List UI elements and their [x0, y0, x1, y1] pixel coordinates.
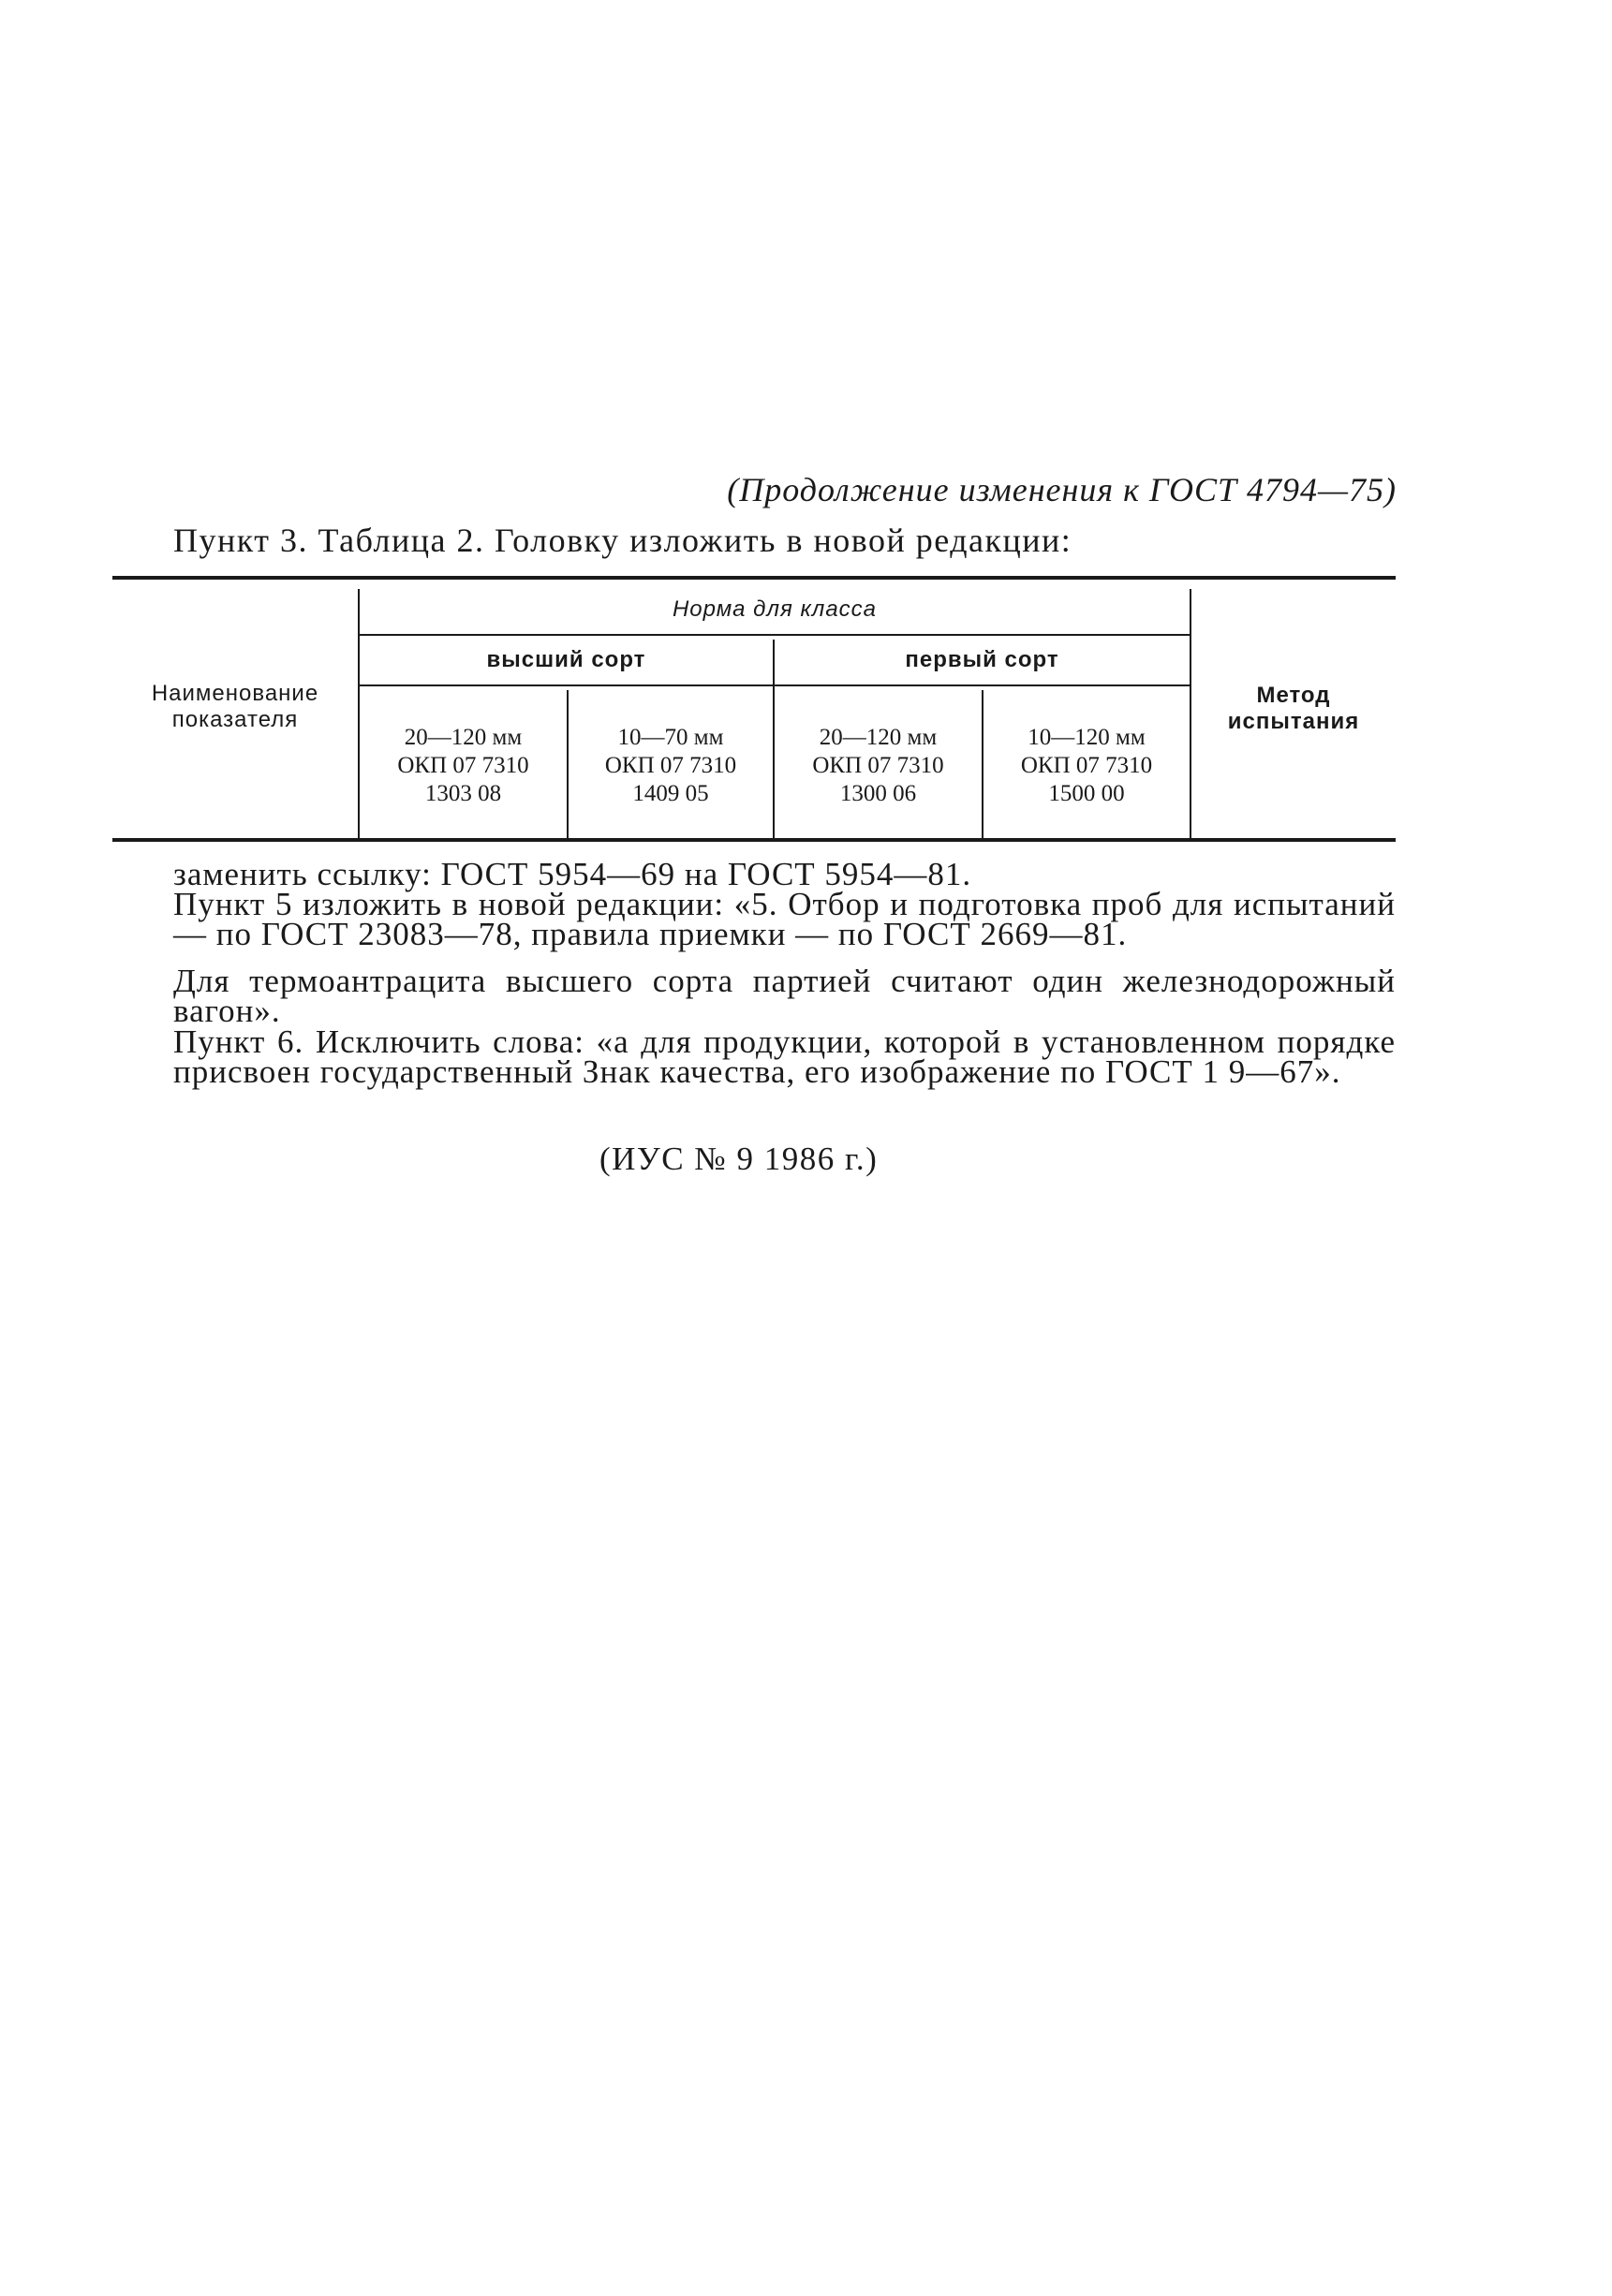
table-bottom-rule	[112, 838, 1396, 842]
sub-column-4-okp: ОКП 07 7310	[1020, 753, 1153, 778]
sub-column-4-size: 10—120 мм	[1028, 725, 1146, 750]
source-note: (ИУС № 9 1986 г.)	[599, 1141, 879, 1177]
table-hline-norm	[360, 634, 1190, 636]
table-top-rule	[112, 576, 1396, 580]
method-header: Метод испытания	[1227, 683, 1360, 734]
grade-high-header: высший сорт	[486, 647, 646, 672]
sub-column-4-code: 1500 00	[1048, 781, 1125, 806]
sub-column-2-size: 10—70 мм	[617, 725, 724, 750]
sub-column-2	[569, 724, 773, 808]
sub-column-2-code: 1409 05	[632, 781, 709, 806]
sub-column-1-okp: ОКП 07 7310	[397, 753, 529, 778]
sub-column-3	[775, 724, 982, 808]
paragraph-reference: заменить ссылку: ГОСТ 5954—69 на ГОСТ 5954—81.	[173, 856, 972, 892]
sub-column-1-size: 20—120 мм	[404, 725, 523, 750]
sub-column-3-size: 20—120 мм	[819, 725, 938, 750]
body-text-3	[173, 963, 1396, 1029]
sub-column-2-okp: ОКП 07 7310	[604, 753, 737, 778]
sub-column-1	[360, 724, 567, 808]
body-text-2	[173, 886, 1396, 952]
sub-column-1-code: 1303 08	[424, 781, 502, 806]
sub-column-3-okp: ОКП 07 7310	[812, 753, 944, 778]
paragraph-termoantracit: Для термоантрацита высшего сорта партией считают один железнодорожный вагон».	[173, 963, 1396, 1029]
sub-column-3-code: 1300 06	[839, 781, 917, 806]
intro-line: Пункт 3. Таблица 2. Головку изложить в новой редакции:	[173, 522, 1072, 559]
norm-header: Норма для класса	[672, 596, 878, 622]
paragraph-punkt-5: Пункт 5 изложить в новой редакции: «5. Отбор и подготовка проб для испытаний — по ГОСТ 23083—78, правила приемки — по ГОСТ 2669—81.	[173, 886, 1396, 952]
table-header	[112, 576, 1396, 846]
paragraph-punkt-6: Пункт 6. Исключить слова: «а для продукции, которой в установленном порядке присвоен государственный Знак качества, его изображение по ГОСТ 1 9—67».	[173, 1023, 1396, 1090]
continuation-note: (Продолжение изменения к ГОСТ 4794—75)	[727, 471, 1397, 508]
column-name-header: Наименование показателя	[151, 681, 319, 732]
sub-column-4	[983, 724, 1190, 808]
body-text-4	[173, 1023, 1396, 1090]
table-hline-grades	[360, 684, 1190, 686]
grade-first-header: первый сорт	[905, 647, 1059, 672]
